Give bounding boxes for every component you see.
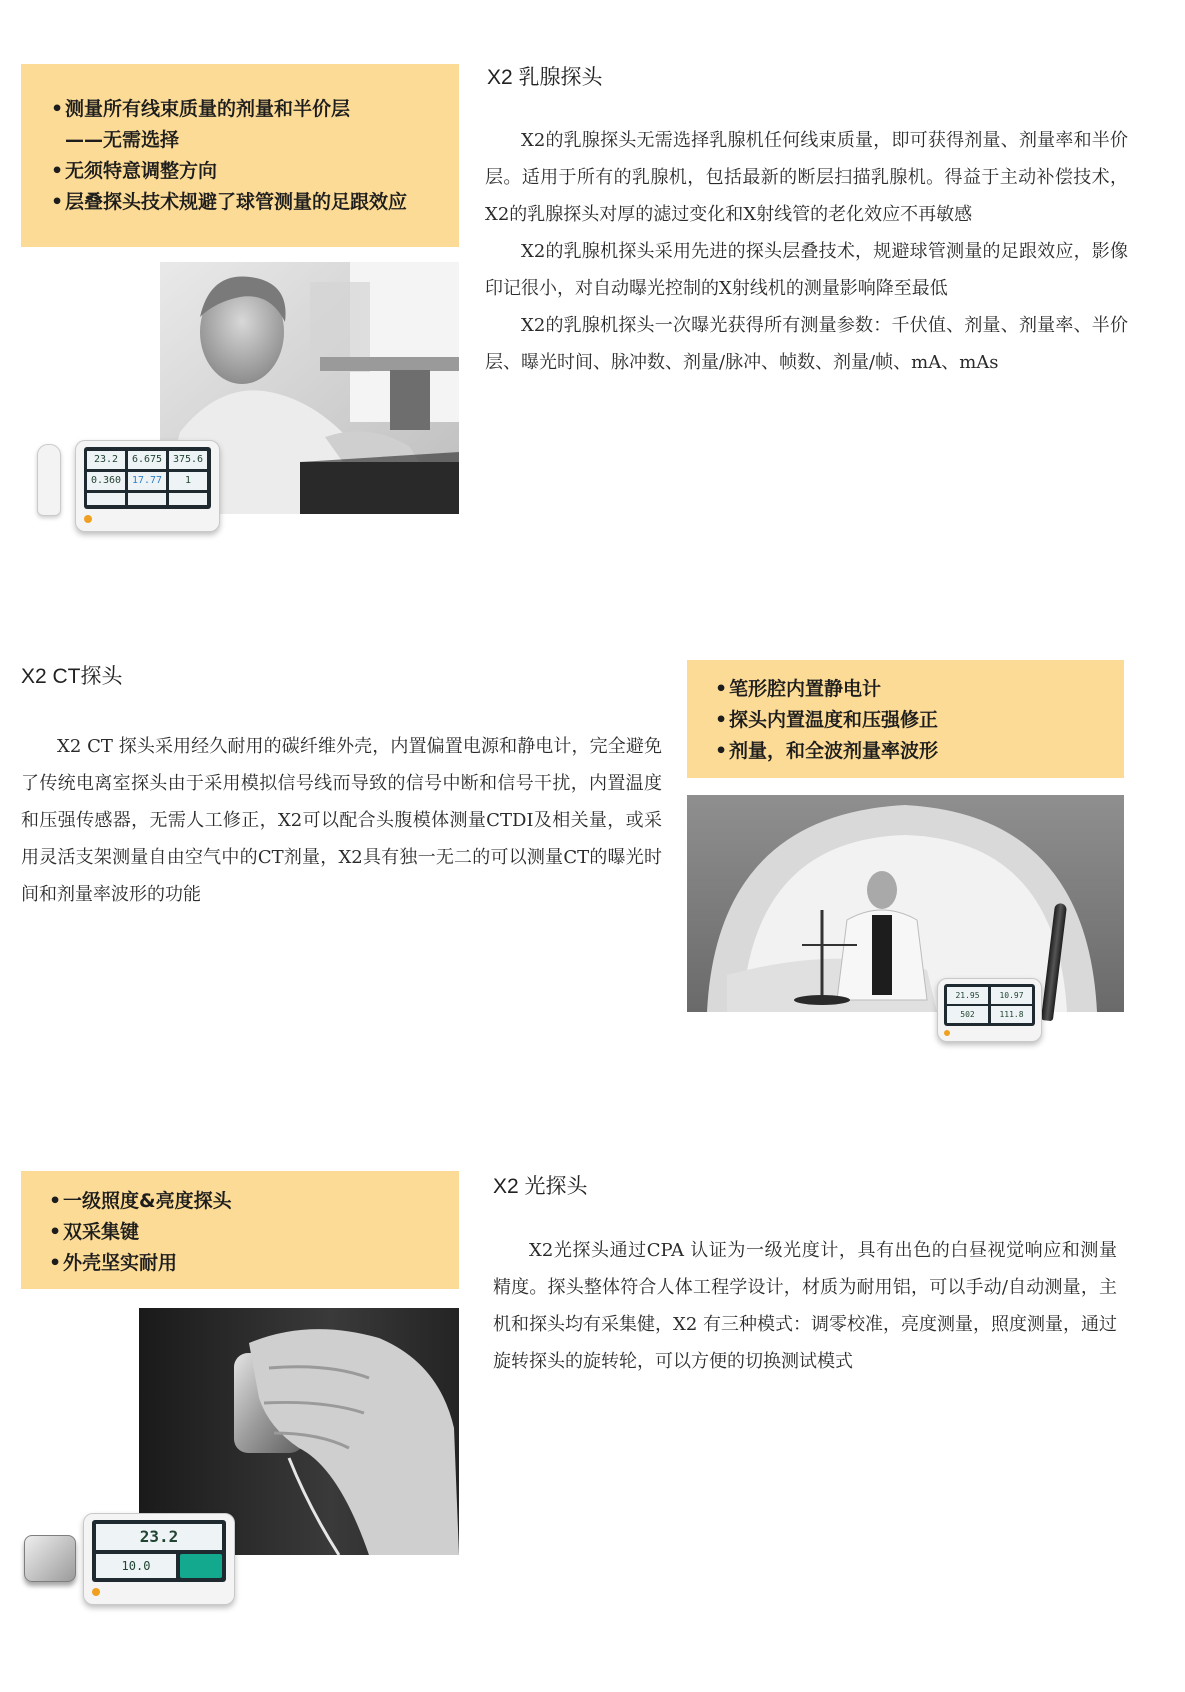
- paragraph: X2光探头通过CPA 认证为一级光度计，具有出色的白昼视觉响应和测量精度。探头整体符合人体工程学设计，材质为耐用铝，可以手动/自动测量，主机和探头均有采集健，X2 有三种模式：调零校准，亮度测量，照度测量，通过旋转探头的旋转轮，可以方便的切换测试模式: [493, 1240, 1117, 1372]
- feature-bullet-continuation: ——无需选择: [65, 129, 180, 151]
- screen-reading: 10.97: [991, 987, 1032, 1004]
- screen-reading: 502: [947, 1006, 988, 1023]
- feature-bullet: •探头内置温度和压强修正: [715, 709, 939, 731]
- feature-box-light: [21, 1171, 459, 1289]
- x2-base-unit-image: [75, 440, 220, 532]
- screen-reading: 23.2: [96, 1524, 222, 1550]
- paragraph: X2的乳腺探头无需选择乳腺机任何线束质量，即可获得剂量、剂量率和半价层。适用于所有的乳腺机，包括最新的断层扫描乳腺机。得益于主动补偿技术，X2的乳腺探头对厚的滤过变化和X射线管的老化效应不再敏感: [485, 130, 1128, 225]
- screen-cell: [128, 493, 166, 505]
- feature-bullet: •一级照度&亮度探头: [49, 1190, 232, 1212]
- feature-box-ct: [687, 660, 1124, 778]
- screen-reading: 21.95: [947, 987, 988, 1004]
- paragraph: X2的乳腺机探头采用先进的探头层叠技术，规避球管测量的足跟效应，影像印记很小，对自动曝光控制的X射线机的测量影响降至最低: [485, 241, 1128, 299]
- section-heading-light: X2 光探头: [493, 1175, 588, 1198]
- paragraph: X2 CT 探头采用经久耐用的碳纤维外壳，内置偏置电源和静电计，完全避免了传统电离室探头由于采用模拟信号线而导致的信号中断和信号干扰，内置温度和压强传感器，无需人工修正，X2可以配合头腹模体测量CTDI及相关量，或采用灵活支架测量自由空气中的CT剂量，X2具有独一无二的可以测量CT的曝光时间和剂量率波形的功能: [21, 736, 662, 905]
- paragraph: X2的乳腺机探头一次曝光获得所有测量参数：千伏值、剂量、剂量率、半价层、曝光时间、脉冲数、剂量/脉冲、帧数、剂量/帧、mA、mAs: [485, 315, 1128, 373]
- screen-reading: 111.8: [991, 1006, 1032, 1023]
- feature-bullet: •双采集键: [49, 1221, 140, 1243]
- feature-box-mammo: [21, 64, 459, 247]
- section-heading-mammo: X2 乳腺探头: [487, 66, 603, 89]
- feature-bullet: •剂量，和全波剂量率波形: [715, 740, 939, 762]
- feature-bullet: •外壳坚实耐用: [49, 1252, 178, 1274]
- brand-logo-icon: [944, 1030, 950, 1036]
- feature-bullet: •层叠探头技术规避了球管测量的足跟效应: [51, 191, 408, 213]
- screen-reading: 1: [169, 472, 207, 490]
- screen-reading: 23.2: [87, 451, 125, 469]
- body-text-mammo: [485, 122, 1128, 381]
- light-probe-image: [24, 1535, 76, 1582]
- feature-bullet: •无须特意调整方向: [51, 160, 218, 182]
- screen-reading: 375.6: [169, 451, 207, 469]
- body-text-ct: [21, 728, 662, 913]
- brand-logo-icon: [92, 1588, 100, 1596]
- x2-base-unit-image: [937, 978, 1042, 1042]
- section-heading-ct: X2 CT探头: [21, 665, 123, 688]
- body-text-light: [493, 1232, 1117, 1380]
- feature-bullet: •测量所有线束质量的剂量和半价层: [51, 98, 351, 120]
- mammo-probe-image: [37, 444, 61, 516]
- feature-bullet: •笔形腔内置静电计: [715, 678, 882, 700]
- status-indicator-icon: [180, 1554, 222, 1578]
- screen-reading: 17.77: [128, 472, 166, 490]
- screen-reading: 6.675: [128, 451, 166, 469]
- brand-logo-icon: [84, 515, 92, 523]
- screen-reading: 0.360: [87, 472, 125, 490]
- screen-cell: [87, 493, 125, 505]
- screen-cell: [169, 493, 207, 505]
- x2-base-unit-image: [83, 1513, 235, 1605]
- screen-reading: 10.0: [96, 1554, 176, 1578]
